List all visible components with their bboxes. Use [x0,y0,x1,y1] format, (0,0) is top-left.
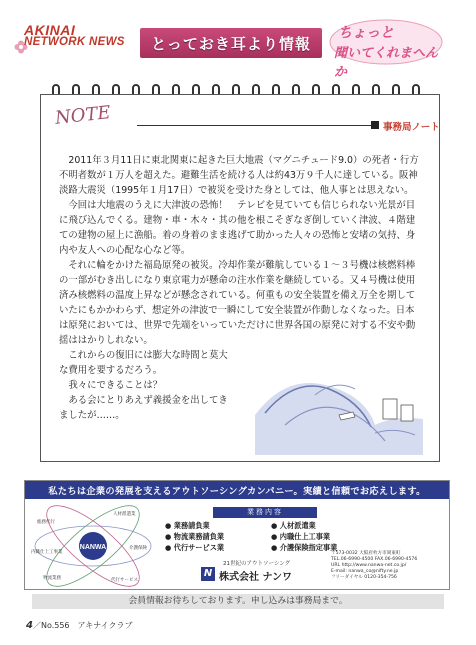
diagram-label: 総務代行 [37,520,55,525]
note-section-label: 事務局ノート [383,122,440,133]
contact-line[interactable]: URL http://www.nanwa-net.co.jp/ [331,563,407,568]
issue-number: ／No.556 [32,621,70,630]
service-item: ● 内職仕上工事業 [271,531,331,541]
contact-line: フリーダイヤル 0120-354-756 [331,575,397,580]
logo-line1: AKINAI [24,22,76,38]
note-rule [137,125,373,126]
diagram-label: 人材派遣業 [113,512,136,517]
service-item: ● 代行サービス業 [165,542,225,552]
company-tagline: 21世紀のアウトソーシング [223,561,291,567]
header-badge [326,18,446,80]
logo-line2: NETWORK NEWS [24,36,125,48]
diagram-label: 代行サービス [111,578,138,583]
diagram-label: 内職仕上工事業 [31,550,63,555]
contact-line: 〒573-0032 大阪府枚方市岡東町 [331,551,401,556]
note-heading: NOTE [54,102,112,129]
contact-line[interactable]: E-mail: nanwa_co@nifty.ne.jp [331,569,399,574]
company-advertisement [24,480,450,590]
notebook-panel [40,94,440,462]
page-footer [26,620,133,631]
paragraph: 2011年３月11日に東北関東に起きた巨大地震（マグニチュード9.0）の死者・行方不明者数が１万人を超えた。避難生活を続ける人は約43万９千人に達している。阪神淡路大震災（1995年１月17日）で被災を受けた身としては、他人事とは思えない。 [59,155,419,196]
service-item: ● 介護保険指定事業 [271,542,338,552]
note-body [59,153,423,423]
ad-headline-bar [25,481,449,499]
company-name: 株式会社 ナンワ [219,572,292,583]
header-title-bar [140,28,322,58]
page-header [0,0,476,80]
service-item: ● 業務請負業 [165,520,210,530]
header-title: とっておき耳より情報 [151,34,311,53]
services-list [165,520,377,553]
paragraph: ある会にとりあえず義援金を出してきましたが……。 [59,395,228,421]
badge-line1: ちょっと [338,25,394,41]
paragraph: 今回は大地震のうえに大津波の恐怖！ テレビを見ていても信じられない光景が目に飛び込んでくる。建物・車・木々・其の他を根こそぎなぎ倒していく津波、４階建ての建物の屋上に漁船。着の身着のまま逃げて助かった人々の恐怖と安堵の気持、身内や友人への心配な心など等。 [59,200,416,256]
service-item: ● 人材派遣業 [271,520,316,530]
service-diagram [31,505,155,587]
diagram-label: 物流業務 [43,576,61,581]
diagram-label: 介護保険 [129,546,147,551]
page-number: 4 [26,620,33,631]
ad-headline: 私たちは企業の発展を支えるアウトソーシングカンパニー。実績と信頼でお応えします。 [48,486,426,497]
square-bullet-icon [371,121,379,129]
company-logo-icon: N [201,567,215,581]
services-title: 業務内容 [213,507,317,518]
diagram-center-label: NANWA [79,544,107,551]
paragraph: 我々にできることは？ [68,380,163,391]
company-block [197,559,327,587]
publication-name: アキナイクラブ [77,621,133,630]
paragraph: これからの復旧には膨大な時間と莫大な費用を要するだろう。 [59,350,228,376]
contact-line: TEL.06-6990-4500 FAX.06-6990-4576 [331,557,418,562]
company-contact [331,551,447,581]
paragraph: それに輪をかけた福島原発の被災。冷却作業が難航している１〜３号機は核燃料棒の一部がむき出しになり東京電力が懸命の注水作業を継続している。又４号機は使用済み核燃料の温度上昇などが懸念されている。何重もの安全装置を備え万全を期していたにもかかわらず、想定外の津波で一瞬にして安全装置が作動しなくなった。日本は原発においては、世界で先端をいっていただけに世界各国の原発に対する不安や動揺ははかりしれない。 [59,260,416,346]
service-item: ● 物流業務請負業 [165,531,225,541]
badge-line2: 聞いてくれまへんか [334,46,439,80]
member-notice: 会員情報お待ちしております。申し込みは事務局まで。 [32,594,444,609]
